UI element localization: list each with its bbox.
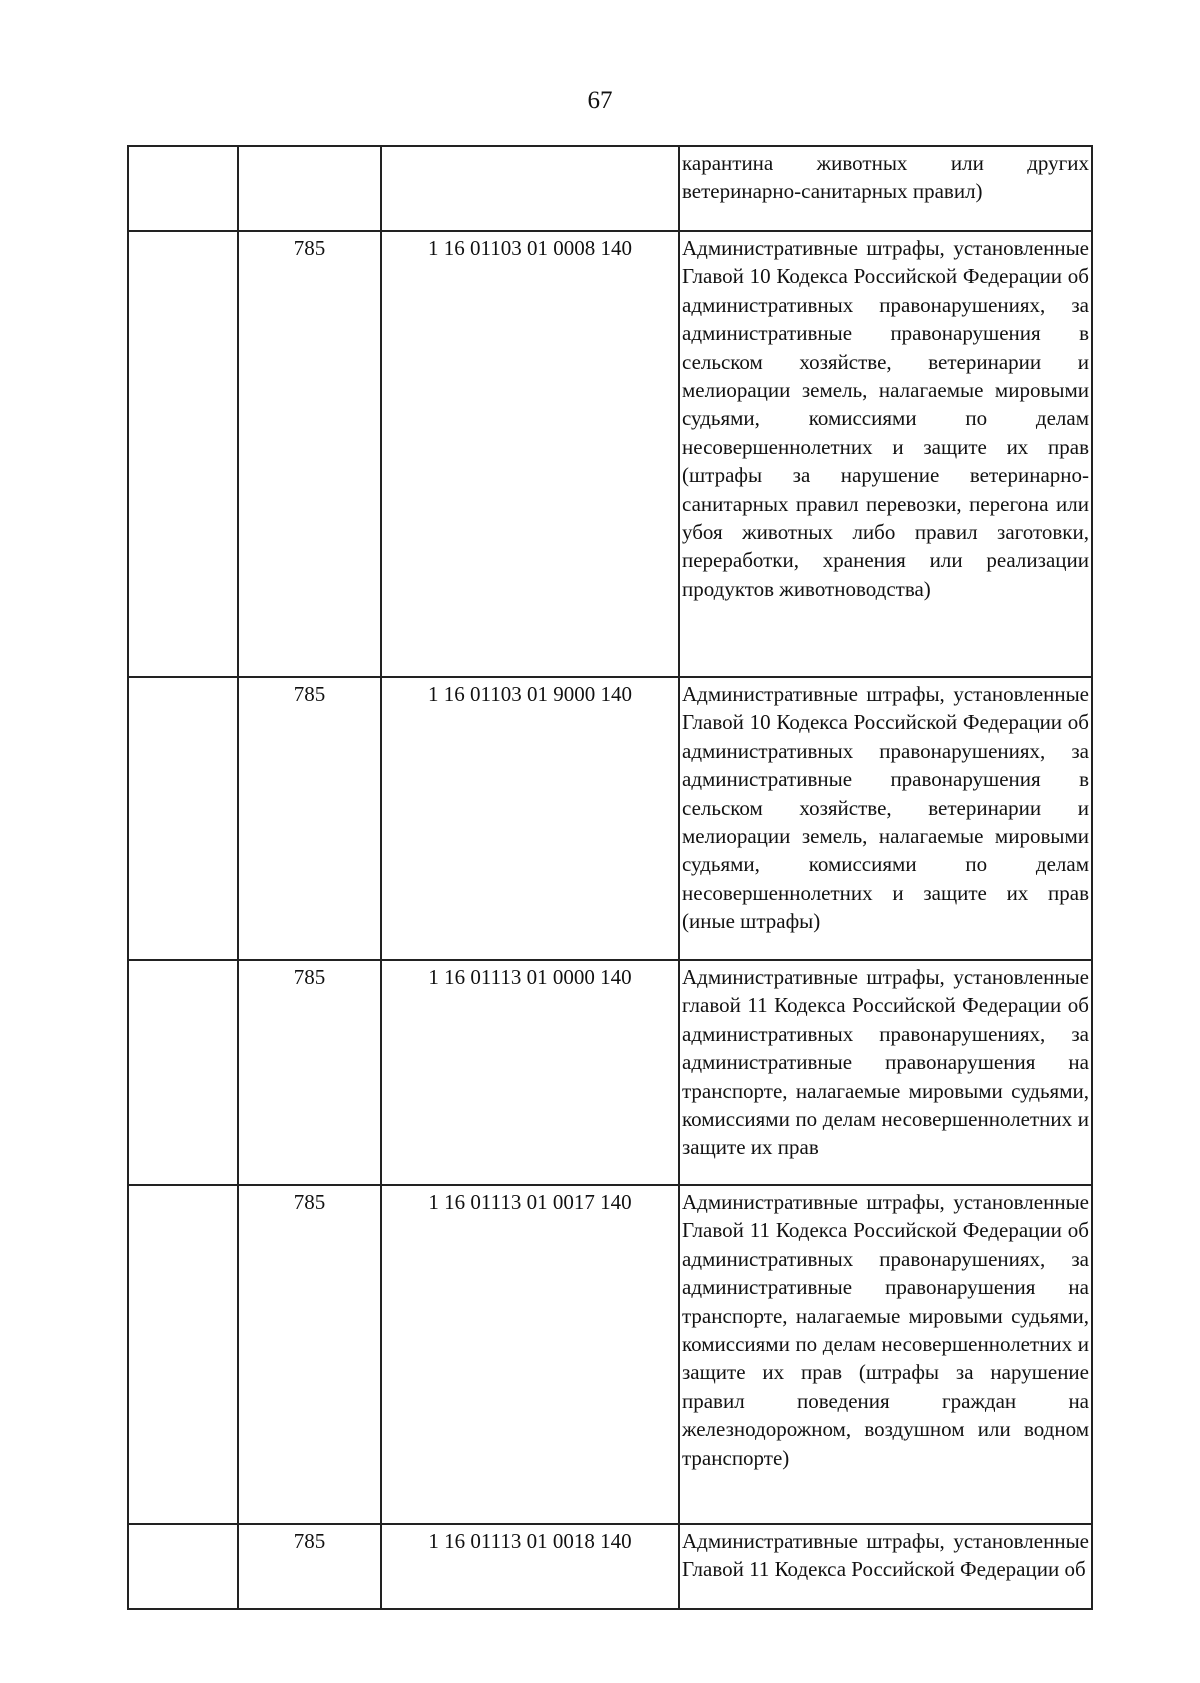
description-text: карантина животных или других ветеринарно-санитарных правил) [682,151,1089,204]
admin-code-cell: 785 [238,1185,381,1524]
kbk-code-cell: 1 16 01103 01 0008 140 [381,231,679,677]
admin-code-cell: 785 [238,677,381,960]
budget-codes-table [127,145,1093,1610]
description-text: Административные штрафы, установленные Главой 11 Кодекса Российской Федерации об [682,1529,1089,1582]
row-blank-cell [128,677,238,960]
row-blank-cell [128,231,238,677]
description-text: Административные штрафы, установленные Главой 11 Кодекса Российской Федерации об административных правонарушениях, за административные правонарушения на транспорте, налагаемые мировыми судьями, комиссиями по делам несовершеннолетних и защите их прав (штрафы за нарушение правил поведения граждан на железнодорожном, воздушном или водном транспорте) [682,1190,1089,1470]
page-number: 67 [587,87,613,114]
kbk-code-cell: 1 16 01113 01 0000 140 [381,960,679,1185]
description-text: Административные штрафы, установленные Главой 10 Кодекса Российской Федерации об административных правонарушениях, за административные правонарушения в сельском хозяйстве, ветеринарии и мелиорации земель, налагаемые мировыми судьями, комиссиями по делам несовершеннолетних и защите их прав (иные штрафы) [682,682,1089,934]
row-blank-cell [128,146,238,231]
kbk-code-cell: 1 16 01103 01 9000 140 [381,677,679,960]
description-cell [679,960,1092,1185]
table-row [128,1185,1092,1524]
admin-code-cell [238,146,381,231]
description-cell [679,1524,1092,1609]
row-blank-cell [128,1185,238,1524]
kbk-code-cell: 1 16 01113 01 0018 140 [381,1524,679,1609]
kbk-code-cell [381,146,679,231]
row-blank-cell [128,1524,238,1609]
row-blank-cell [128,960,238,1185]
description-cell [679,677,1092,960]
table-row [128,1524,1092,1609]
table-row [128,677,1092,960]
description-cell [679,146,1092,231]
table-row [128,146,1092,231]
table-row [128,960,1092,1185]
description-cell [679,231,1092,677]
admin-code-cell: 785 [238,960,381,1185]
table-row [128,231,1092,677]
admin-code-cell: 785 [238,1524,381,1609]
kbk-code-cell: 1 16 01113 01 0017 140 [381,1185,679,1524]
description-cell [679,1185,1092,1524]
description-text: Административные штрафы, установленные Главой 10 Кодекса Российской Федерации об административных правонарушениях, за административные правонарушения в сельском хозяйстве, ветеринарии и мелиорации земель, налагаемые мировыми судьями, комиссиями по делам несовершеннолетних и защите их прав (штрафы за нарушение ветеринарно-санитарных правил перевозки, перегона или убоя животных либо правил заготовки, переработки, хранения или реализации продуктов животноводства) [682,236,1089,601]
admin-code-cell: 785 [238,231,381,677]
description-text: Административные штрафы, установленные главой 11 Кодекса Российской Федерации об административных правонарушениях, за административные правонарушения на транспорте, налагаемые мировыми судьями, комиссиями по делам несовершеннолетних и защите их прав [682,965,1089,1160]
